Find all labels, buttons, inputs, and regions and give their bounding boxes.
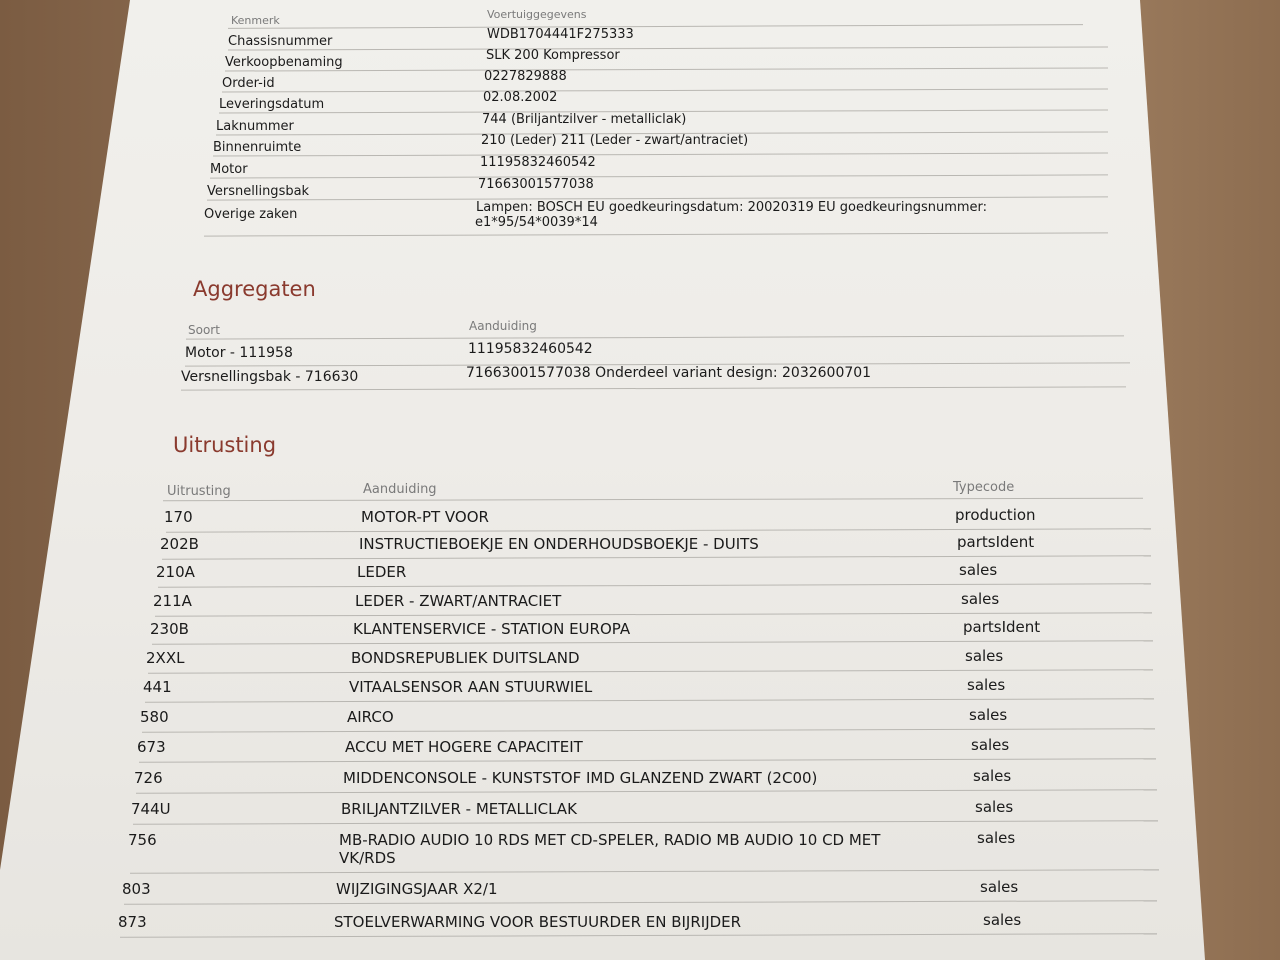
equipment-typecode: sales xyxy=(967,676,1006,694)
equipment-typecode: sales xyxy=(961,590,1000,608)
equipment-description: LEDER - ZWART/ANTRACIET xyxy=(355,592,562,610)
equipment-code: 211A xyxy=(153,592,192,610)
equipment-code: 202B xyxy=(160,535,199,553)
vehicle-value: Lampen: BOSCH EU goedkeuringsdatum: 20020319 EU goedkeuringsnummer: xyxy=(476,200,988,215)
equipment-typecode: partsIdent xyxy=(963,618,1041,636)
vehicle-label: Verkoopbenaming xyxy=(225,55,343,70)
vehicle-label: Overige zaken xyxy=(204,207,298,222)
vehicle-value: 744 (Briljantzilver - metalliclak) xyxy=(482,112,687,127)
equipment-code: 230B xyxy=(150,620,189,638)
equipment-code: 756 xyxy=(128,831,157,849)
equipment-typecode: sales xyxy=(977,829,1016,847)
aggregaat-aanduiding: 11195832460542 xyxy=(468,341,593,357)
equipment-typecode: production xyxy=(955,506,1036,524)
vehicle-label: Motor xyxy=(210,162,248,177)
equipment-description: AIRCO xyxy=(347,708,394,726)
equipment-code: 803 xyxy=(122,880,151,898)
equipment-typecode: sales xyxy=(965,647,1004,665)
vehicle-label: Versnellingsbak xyxy=(207,184,310,199)
aggregaat-aanduiding: 71663001577038 Onderdeel variant design: 2032600701 xyxy=(466,365,872,381)
vehicle-value: 0227829888 xyxy=(484,69,567,84)
vehicle-label: Binnenruimte xyxy=(213,140,302,155)
equipment-code: 210A xyxy=(156,563,195,581)
equipment-description: ACCU MET HOGERE CAPACITEIT xyxy=(345,738,583,756)
equipment-code: 744U xyxy=(131,800,171,818)
vehicle-value: 02.08.2002 xyxy=(483,90,558,105)
section-title-aggregaten: Aggregaten xyxy=(193,277,316,301)
equipment-code: 441 xyxy=(143,678,172,696)
vehicle-value: 210 (Leder) 211 (Leder - zwart/antraciet) xyxy=(481,133,749,148)
equipment-code: 673 xyxy=(137,738,166,756)
vehicle-value: 71663001577038 xyxy=(478,177,594,192)
equipment-typecode: sales xyxy=(971,736,1010,754)
vehicle-label: Order-id xyxy=(222,76,275,91)
equipment-typecode: sales xyxy=(980,878,1019,896)
equipment-description: LEDER xyxy=(357,563,407,581)
equipment-description: KLANTENSERVICE - STATION EUROPA xyxy=(353,620,631,638)
equipment-typecode: sales xyxy=(975,798,1014,816)
col-header-aanduiding: Aanduiding xyxy=(363,482,437,497)
vehicle-value-continued: e1*95/54*0039*14 xyxy=(475,215,598,230)
section-title-uitrusting: Uitrusting xyxy=(173,433,277,457)
aggregaat-soort: Versnellingsbak - 716630 xyxy=(181,369,359,385)
equipment-code: 726 xyxy=(134,769,163,787)
vehicle-value: 11195832460542 xyxy=(480,155,596,170)
equipment-code: 580 xyxy=(140,708,169,726)
vehicle-label: Chassisnummer xyxy=(228,34,333,49)
equipment-description: MIDDENCONSOLE - KUNSTSTOF IMD GLANZEND ZWART (2C00) xyxy=(343,769,818,787)
equipment-typecode: partsIdent xyxy=(957,533,1035,551)
equipment-typecode: sales xyxy=(973,767,1012,785)
vehicle-label: Laknummer xyxy=(216,119,294,134)
col-header-typecode: Typecode xyxy=(953,480,1015,495)
equipment-description: MB-RADIO AUDIO 10 RDS MET CD-SPELER, RADIO MB AUDIO 10 CD MET VK/RDS xyxy=(339,831,881,867)
equipment-code: 2XXL xyxy=(146,649,185,667)
equipment-description: STOELVERWARMING VOOR BESTUURDER EN BIJRIJDER xyxy=(334,913,742,931)
equipment-typecode: sales xyxy=(969,706,1008,724)
equipment-description: VITAALSENSOR AAN STUURWIEL xyxy=(349,678,593,696)
equipment-description: INSTRUCTIEBOEKJE EN ONDERHOUDSBOEKJE - DUITS xyxy=(359,535,759,553)
equipment-description: WIJZIGINGSJAAR X2/1 xyxy=(336,880,498,898)
col-header-kenmerk: Kenmerk xyxy=(231,14,280,27)
vehicle-label: Leveringsdatum xyxy=(219,97,325,112)
col-header-uitrusting: Uitrusting xyxy=(167,484,231,499)
col-header-soort: Soort xyxy=(188,323,220,337)
equipment-code: 170 xyxy=(164,508,193,526)
equipment-typecode: sales xyxy=(983,911,1022,929)
vehicle-value: WDB1704441F275333 xyxy=(487,27,634,42)
equipment-description: MOTOR-PT VOOR xyxy=(361,508,489,526)
col-header-aanduiding: Aanduiding xyxy=(469,319,537,333)
vehicle-value: SLK 200 Kompressor xyxy=(486,48,620,63)
aggregaat-soort: Motor - 111958 xyxy=(185,345,293,361)
equipment-description: BONDSREPUBLIEK DUITSLAND xyxy=(351,649,580,667)
equipment-code: 873 xyxy=(118,913,147,931)
equipment-typecode: sales xyxy=(959,561,998,579)
col-header-voertuiggegevens: Voertuiggegevens xyxy=(487,8,587,21)
equipment-description: BRILJANTZILVER - METALLICLAK xyxy=(341,800,577,818)
